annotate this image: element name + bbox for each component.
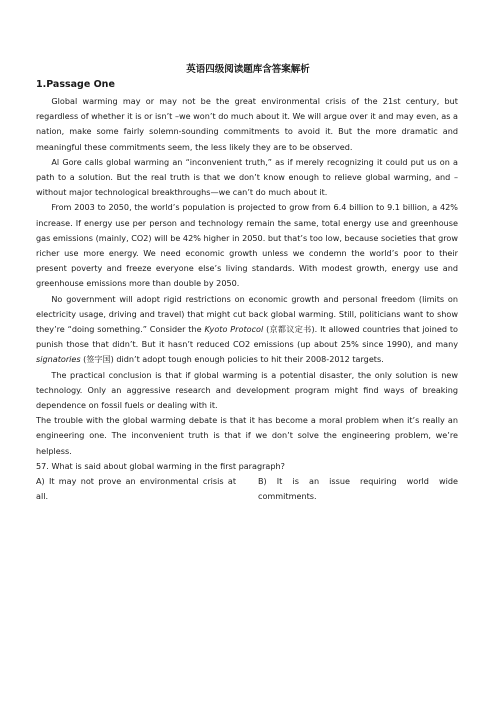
section-heading: 1.Passage One (36, 79, 115, 90)
paragraph-3: From 2003 to 2050, the world’s population is projected to grow from 6.4 billion to 9.1 billion, a 42% increase. If energy use per person and technology remain the same, total energy use and greenhouse gas emissions (mainly, CO2) will be 42% higher in 2050. but that’s too low, because societies that grow richer use more energy. We need economic growth unless we condemn the world’s poor to their present poverty and freeze everyone else’s living standards. With modest growth, energy use and greenhouse emissions more than double by 2050. (36, 202, 458, 289)
question-57: 57. What is said about global warming in the first paragraph? (36, 460, 285, 471)
paragraph-5: The practical conclusion is that if global warming is a potential disaster, the only solution is new technology. Only an aggressive research and development program might find ways of breaking dependence on fossil fuels or dealing with it. (36, 369, 458, 411)
document-title: 英语四级阅读题库含答案解析 (186, 64, 310, 75)
paragraph-4-part-b: (京都议定书). It allowed countries that joined to punish those that didn’t. But it hasn’t reduced CO2 emissions (up about 25% since 1990), and many (36, 324, 458, 350)
option-b: B) It is an issue requiring world wide commitments. (258, 476, 458, 502)
paragraph-1: Global warming may or may not be the great environmental crisis of the 21st century, but regardless of whether it is or isn’t –we won’t do much about it. We will argue over it and may even, as a nation, make some fairly solemn-sounding commitments to avoid it. But the more dramatic and meaningful these commitments seem, the less likely they are to be observed. (36, 96, 458, 152)
kyoto-protocol-term: Kyoto Protocol (204, 324, 264, 335)
paragraph-4-part-a: No government will adopt rigid restrictions on economic growth and personal freedom (limits on electricity usage, driving and travel) that might cut back global warming. Still, politicians want to show they’re “doing something.” Consider the (36, 293, 458, 335)
paragraph-2: Al Gore calls global warming an “inconvenient truth,” as if merely recognizing it could put us on a path to a solution. But the real truth is that we don’t know enough to relieve global warming, and –without major technological breakthroughs—we can’t do much about it. (36, 156, 458, 198)
option-a: A) It may not prove an environmental crisis at all. (36, 476, 236, 502)
signatories-term: signatories (36, 354, 81, 365)
paragraph-4-part-c: (签字国) didn’t adopt tough enough policies to hit their 2008-2012 targets. (80, 354, 384, 365)
paragraph-4 (36, 292, 458, 368)
paragraph-6: The trouble with the global warming debate is that it has become a moral problem when it’s really an engineering one. The inconvenient truth is that if we don’t solve the engineering problem, we’re helpless. (36, 415, 458, 456)
passage-body (36, 94, 458, 504)
answer-options (36, 474, 458, 504)
